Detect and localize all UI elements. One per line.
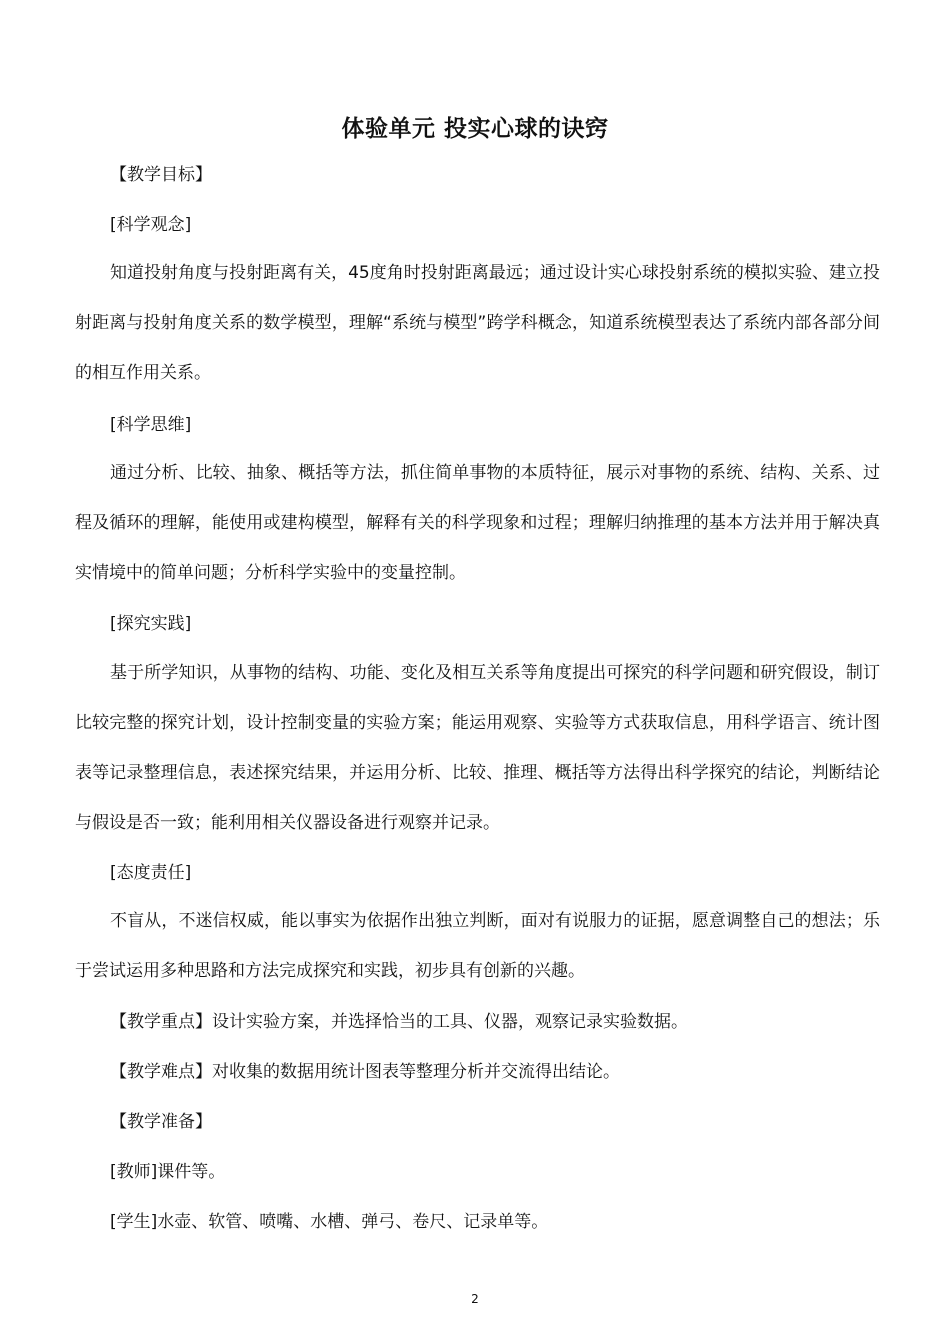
science-concept-heading: [科学观念]: [110, 215, 192, 235]
attitude-paragraph: 不盲从，不迷信权威，能以事实为依据作出独立判断，面对有说服力的证据，愿意调整自己的想法；乐于尝试运用多种思路和方法完成探究和实践，初步具有创新的兴趣。: [75, 911, 880, 981]
teacher-preparation-line: [教师]课件等。: [110, 1162, 226, 1182]
key-point-line: 【教学重点】设计实验方案，并选择恰当的工具、仪器，观察记录实验数据。: [110, 1012, 688, 1032]
science-thinking-paragraph: 通过分析、比较、抽象、概括等方法，抓住简单事物的本质特征，展示对事物的系统、结构、关系、过程及循环的理解，能使用或建构模型，解释有关的科学现象和过程；理解归纳推理的基本方法并用于解决真实情境中的简单问题；分析科学实验中的变量控制。: [75, 463, 880, 583]
difficult-point-line: 【教学难点】对收集的数据用统计图表等整理分析并交流得出结论。: [110, 1062, 620, 1082]
science-concept-paragraph: 知道投射角度与投射距离有关，45度角时投射距离最远；通过设计实心球投射系统的模拟实验、建立投射距离与投射角度关系的数学模型，理解“系统与模型”跨学科概念，知道系统模型表达了系统内部各部分间的相互作用关系。: [75, 263, 880, 383]
student-preparation-line: [学生]水壶、软管、喷嘴、水槽、弹弓、卷尺、记录单等。: [110, 1212, 549, 1232]
science-thinking-heading: [科学思维]: [110, 415, 192, 435]
preparation-heading: 【教学准备】: [110, 1112, 212, 1132]
objectives-heading: 【教学目标】: [110, 165, 212, 185]
inquiry-practice-heading: [探究实践]: [110, 614, 192, 634]
inquiry-practice-paragraph: 基于所学知识，从事物的结构、功能、变化及相互关系等角度提出可探究的科学问题和研究假设，制订比较完整的探究计划，设计控制变量的实验方案；能运用观察、实验等方式获取信息，用科学语言、统计图表等记录整理信息，表述探究结果，并运用分析、比较、推理、概括等方法得出科学探究的结论，判断结论与假设是否一致；能利用相关仪器设备进行观察并记录。: [75, 663, 880, 833]
document-title: 体验单元 投实心球的诀窍: [341, 116, 609, 142]
attitude-heading: [态度责任]: [110, 863, 192, 883]
page-number: 2: [471, 1292, 479, 1306]
